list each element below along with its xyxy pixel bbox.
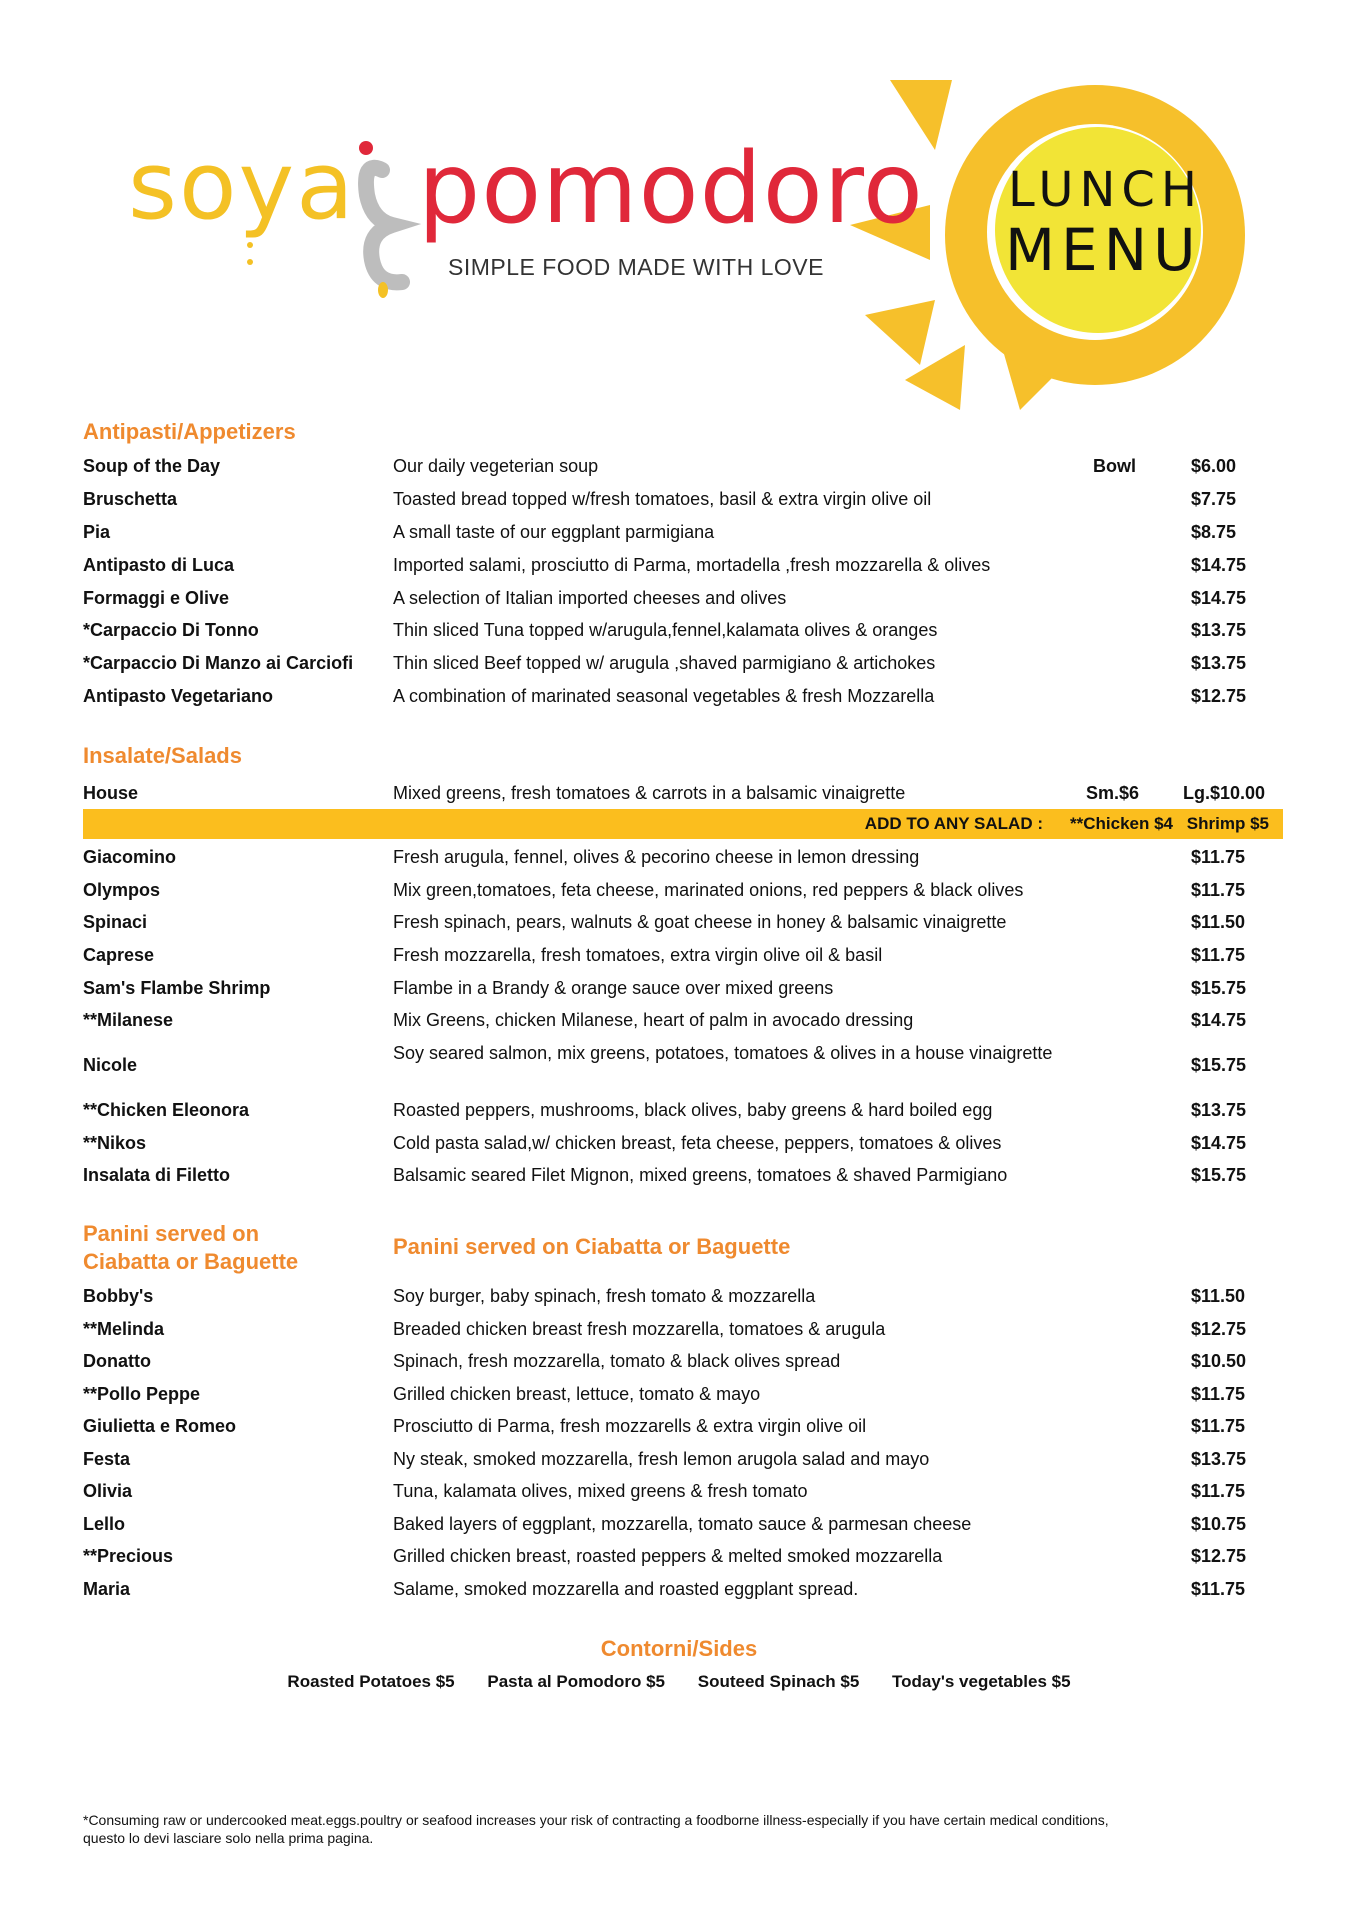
item-description: Fresh arugula, fennel, olives & pecorino cheese in lemon dressing bbox=[393, 847, 920, 867]
item-price: $15.75 bbox=[1191, 1165, 1247, 1185]
list-item bbox=[83, 1100, 1283, 1130]
brand-pomodoro: pomodoro bbox=[418, 132, 924, 246]
list-item bbox=[83, 880, 1283, 910]
item-description: Soy burger, baby spinach, fresh tomato & mozzarella bbox=[393, 1286, 816, 1306]
item-name: Caprese bbox=[83, 945, 155, 965]
item-name: **Pollo Peppe bbox=[83, 1384, 201, 1404]
item-price: $10.75 bbox=[1191, 1514, 1247, 1534]
item-price: $15.75 bbox=[1191, 1055, 1247, 1075]
list-item bbox=[83, 653, 1283, 683]
footnote bbox=[83, 1811, 1283, 1847]
addon-label: ADD TO ANY SALAD : bbox=[864, 814, 1043, 833]
list-item bbox=[83, 1043, 1283, 1073]
list-item bbox=[83, 978, 1283, 1008]
item-price: $14.75 bbox=[1191, 588, 1247, 608]
item-price-small: Sm.$6 bbox=[1086, 783, 1140, 803]
item-price: $13.75 bbox=[1191, 1100, 1247, 1120]
list-item bbox=[83, 945, 1283, 975]
section-title-panini bbox=[83, 1220, 298, 1276]
list-item bbox=[83, 489, 1283, 519]
list-item bbox=[83, 522, 1283, 552]
list-item bbox=[83, 1384, 1283, 1414]
item-price: $11.75 bbox=[1191, 847, 1246, 867]
list-item bbox=[83, 456, 1283, 486]
item-name: Festa bbox=[83, 1449, 131, 1469]
footnote-line1: *Consuming raw or undercooked meat.eggs.poultry or seafood increases your risk of contracting a foodborne illness-especially if you have certain medical conditions, bbox=[83, 1812, 1109, 1828]
side-item: Pasta al Pomodoro $5 bbox=[487, 1672, 666, 1691]
list-item bbox=[83, 1481, 1283, 1511]
item-description: Tuna, kalamata olives, mixed greens & fresh tomato bbox=[393, 1481, 808, 1501]
item-name: **Milanese bbox=[83, 1010, 174, 1030]
item-description: Imported salami, prosciutto di Parma, mortadella ,fresh mozzarella & olives bbox=[393, 555, 991, 575]
list-item bbox=[83, 1133, 1283, 1163]
addon-shrimp: Shrimp $5 bbox=[1186, 814, 1269, 833]
header-logo bbox=[0, 0, 1358, 420]
list-item bbox=[83, 1010, 1283, 1040]
item-description: Cold pasta salad,w/ chicken breast, feta cheese, peppers, tomatoes & olives bbox=[393, 1133, 1002, 1153]
item-name: *Carpaccio Di Tonno bbox=[83, 620, 259, 640]
item-price: $12.75 bbox=[1191, 1546, 1247, 1566]
item-price: $11.75 bbox=[1191, 1416, 1246, 1436]
item-description: Thin sliced Tuna topped w/arugula,fennel,kalamata olives & oranges bbox=[393, 620, 938, 640]
item-name: Giulietta e Romeo bbox=[83, 1416, 237, 1436]
item-name: *Carpaccio Di Manzo ai Carciofi bbox=[83, 653, 354, 673]
item-price: $13.75 bbox=[1191, 620, 1247, 640]
item-description: A combination of marinated seasonal vegetables & fresh Mozzarella bbox=[393, 686, 935, 706]
item-price: $7.75 bbox=[1191, 489, 1237, 509]
brand-soya: soya bbox=[128, 132, 356, 241]
footnote-line2: questo lo devi lasciare solo nella prima pagina. bbox=[83, 1830, 374, 1846]
item-price: $14.75 bbox=[1191, 555, 1247, 575]
item-description: Baked layers of eggplant, mozzarella, tomato sauce & parmesan cheese bbox=[393, 1514, 972, 1534]
item-name: Donatto bbox=[83, 1351, 151, 1371]
item-price: $14.75 bbox=[1191, 1133, 1247, 1153]
item-name: Formaggi e Olive bbox=[83, 588, 230, 608]
item-description: Grilled chicken breast, lettuce, tomato & mayo bbox=[393, 1384, 761, 1404]
item-size: Bowl bbox=[1093, 456, 1136, 476]
list-item bbox=[83, 1579, 1283, 1609]
item-price: $13.75 bbox=[1191, 1449, 1247, 1469]
panini-subtitle: Panini served on Ciabatta or Baguette bbox=[393, 1234, 791, 1259]
item-description: Spinach, fresh mozzarella, tomato & black olives spread bbox=[393, 1351, 841, 1371]
section-title-antipasti: Antipasti/Appetizers bbox=[83, 419, 296, 444]
item-price: $12.75 bbox=[1191, 1319, 1247, 1339]
section-title-contorni: Contorni/Sides bbox=[600, 1636, 758, 1661]
item-price: $11.50 bbox=[1191, 1286, 1246, 1306]
sides-list bbox=[0, 1672, 1358, 1692]
item-name: House bbox=[83, 783, 139, 803]
item-price-large: Lg.$10.00 bbox=[1183, 783, 1266, 803]
item-price: $11.75 bbox=[1191, 880, 1246, 900]
item-name: Spinaci bbox=[83, 912, 148, 932]
item-price: $11.50 bbox=[1191, 912, 1246, 932]
item-name: Pia bbox=[83, 522, 111, 542]
item-name: Lello bbox=[83, 1514, 126, 1534]
item-price: $12.75 bbox=[1191, 686, 1247, 706]
item-name: Olivia bbox=[83, 1481, 133, 1501]
list-item bbox=[83, 588, 1283, 618]
item-name: Sam's Flambe Shrimp bbox=[83, 978, 271, 998]
section-title-insalate: Insalate/Salads bbox=[83, 743, 242, 768]
item-name: Antipasto di Luca bbox=[83, 555, 235, 575]
list-item bbox=[83, 1286, 1283, 1316]
item-description: Flambe in a Brandy & orange sauce over mixed greens bbox=[393, 978, 834, 998]
item-price: $10.50 bbox=[1191, 1351, 1247, 1371]
side-item: Today's vegetables $5 bbox=[892, 1672, 1071, 1691]
item-description: Fresh spinach, pears, walnuts & goat cheese in honey & balsamic vinaigrette bbox=[393, 912, 1007, 932]
item-description: Ny steak, smoked mozzarella, fresh lemon arugola salad and mayo bbox=[393, 1449, 930, 1469]
list-item bbox=[83, 1514, 1283, 1544]
tagline: SIMPLE FOOD MADE WITH LOVE bbox=[448, 254, 824, 280]
list-item bbox=[83, 1165, 1283, 1195]
item-name: Bruschetta bbox=[83, 489, 178, 509]
item-description: Mix Greens, chicken Milanese, heart of palm in avocado dressing bbox=[393, 1010, 914, 1030]
list-item bbox=[83, 1351, 1283, 1381]
item-description: A small taste of our eggplant parmigiana bbox=[393, 522, 715, 542]
side-item: Souteed Spinach $5 bbox=[697, 1672, 860, 1691]
item-name: Olympos bbox=[83, 880, 161, 900]
item-price: $13.75 bbox=[1191, 653, 1247, 673]
item-name: **Chicken Eleonora bbox=[83, 1100, 250, 1120]
item-price: $11.75 bbox=[1191, 1481, 1246, 1501]
item-name: **Precious bbox=[83, 1546, 174, 1566]
item-name: Giacomino bbox=[83, 847, 177, 867]
panini-title-line2: Ciabatta or Baguette bbox=[83, 1249, 299, 1274]
item-description: Toasted bread topped w/fresh tomatoes, basil & extra virgin olive oil bbox=[393, 489, 932, 509]
item-price: $11.75 bbox=[1191, 1579, 1246, 1599]
item-description: Our daily vegeterian soup bbox=[393, 456, 599, 476]
item-description: Soy seared salmon, mix greens, potatoes, tomatoes & olives in a house vinaigrette bbox=[393, 1043, 1053, 1063]
list-item bbox=[83, 1319, 1283, 1349]
list-item bbox=[83, 1416, 1283, 1446]
item-description: Mix green,tomatoes, feta cheese, marinated onions, red peppers & black olives bbox=[393, 880, 1024, 900]
item-description: Roasted peppers, mushrooms, black olives, baby greens & hard boiled egg bbox=[393, 1100, 993, 1120]
list-item bbox=[83, 1546, 1283, 1576]
item-description: Prosciutto di Parma, fresh mozzarells & extra virgin olive oil bbox=[393, 1416, 867, 1436]
item-price: $14.75 bbox=[1191, 1010, 1247, 1030]
item-price: $6.00 bbox=[1191, 456, 1237, 476]
item-name: **Nikos bbox=[83, 1133, 147, 1153]
item-name: Soup of the Day bbox=[83, 456, 221, 476]
item-price: $11.75 bbox=[1191, 945, 1246, 965]
item-description: Salame, smoked mozzarella and roasted eggplant spread. bbox=[393, 1579, 859, 1599]
item-price: $8.75 bbox=[1191, 522, 1237, 542]
item-name: Bobby's bbox=[83, 1286, 154, 1306]
salad-addon-bar bbox=[83, 809, 1283, 839]
item-description: A selection of Italian imported cheeses and olives bbox=[393, 588, 787, 608]
item-description: Breaded chicken breast fresh mozzarella, tomatoes & arugula bbox=[393, 1319, 886, 1339]
list-item bbox=[83, 912, 1283, 942]
list-item bbox=[83, 620, 1283, 650]
item-description: Mixed greens, fresh tomatoes & carrots in a balsamic vinaigrette bbox=[393, 783, 906, 803]
addon-chicken: **Chicken $4 bbox=[1070, 814, 1173, 833]
list-item bbox=[83, 1449, 1283, 1479]
side-item: Roasted Potatoes $5 bbox=[287, 1672, 455, 1691]
list-item bbox=[83, 686, 1283, 716]
panini-title-line1: Panini served on bbox=[83, 1221, 260, 1246]
item-description: Thin sliced Beef topped w/ arugula ,shaved parmigiano & artichokes bbox=[393, 653, 936, 673]
item-description: Grilled chicken breast, roasted peppers & melted smoked mozzarella bbox=[393, 1546, 943, 1566]
item-name: Maria bbox=[83, 1579, 131, 1599]
list-item bbox=[83, 555, 1283, 585]
item-name: Insalata di Filetto bbox=[83, 1165, 231, 1185]
item-price: $11.75 bbox=[1191, 1384, 1246, 1404]
item-price: $15.75 bbox=[1191, 978, 1247, 998]
item-description: Balsamic seared Filet Mignon, mixed greens, tomatoes & shaved Parmigiano bbox=[393, 1165, 1008, 1185]
item-description: Fresh mozzarella, fresh tomatoes, extra virgin olive oil & basil bbox=[393, 945, 883, 965]
item-name: Nicole bbox=[83, 1055, 138, 1075]
menu-label: MENU bbox=[1005, 216, 1202, 284]
lunch-label: LUNCH bbox=[1008, 162, 1203, 218]
list-item bbox=[83, 847, 1283, 877]
item-name: Antipasto Vegetariano bbox=[83, 686, 274, 706]
item-name: **Melinda bbox=[83, 1319, 165, 1339]
